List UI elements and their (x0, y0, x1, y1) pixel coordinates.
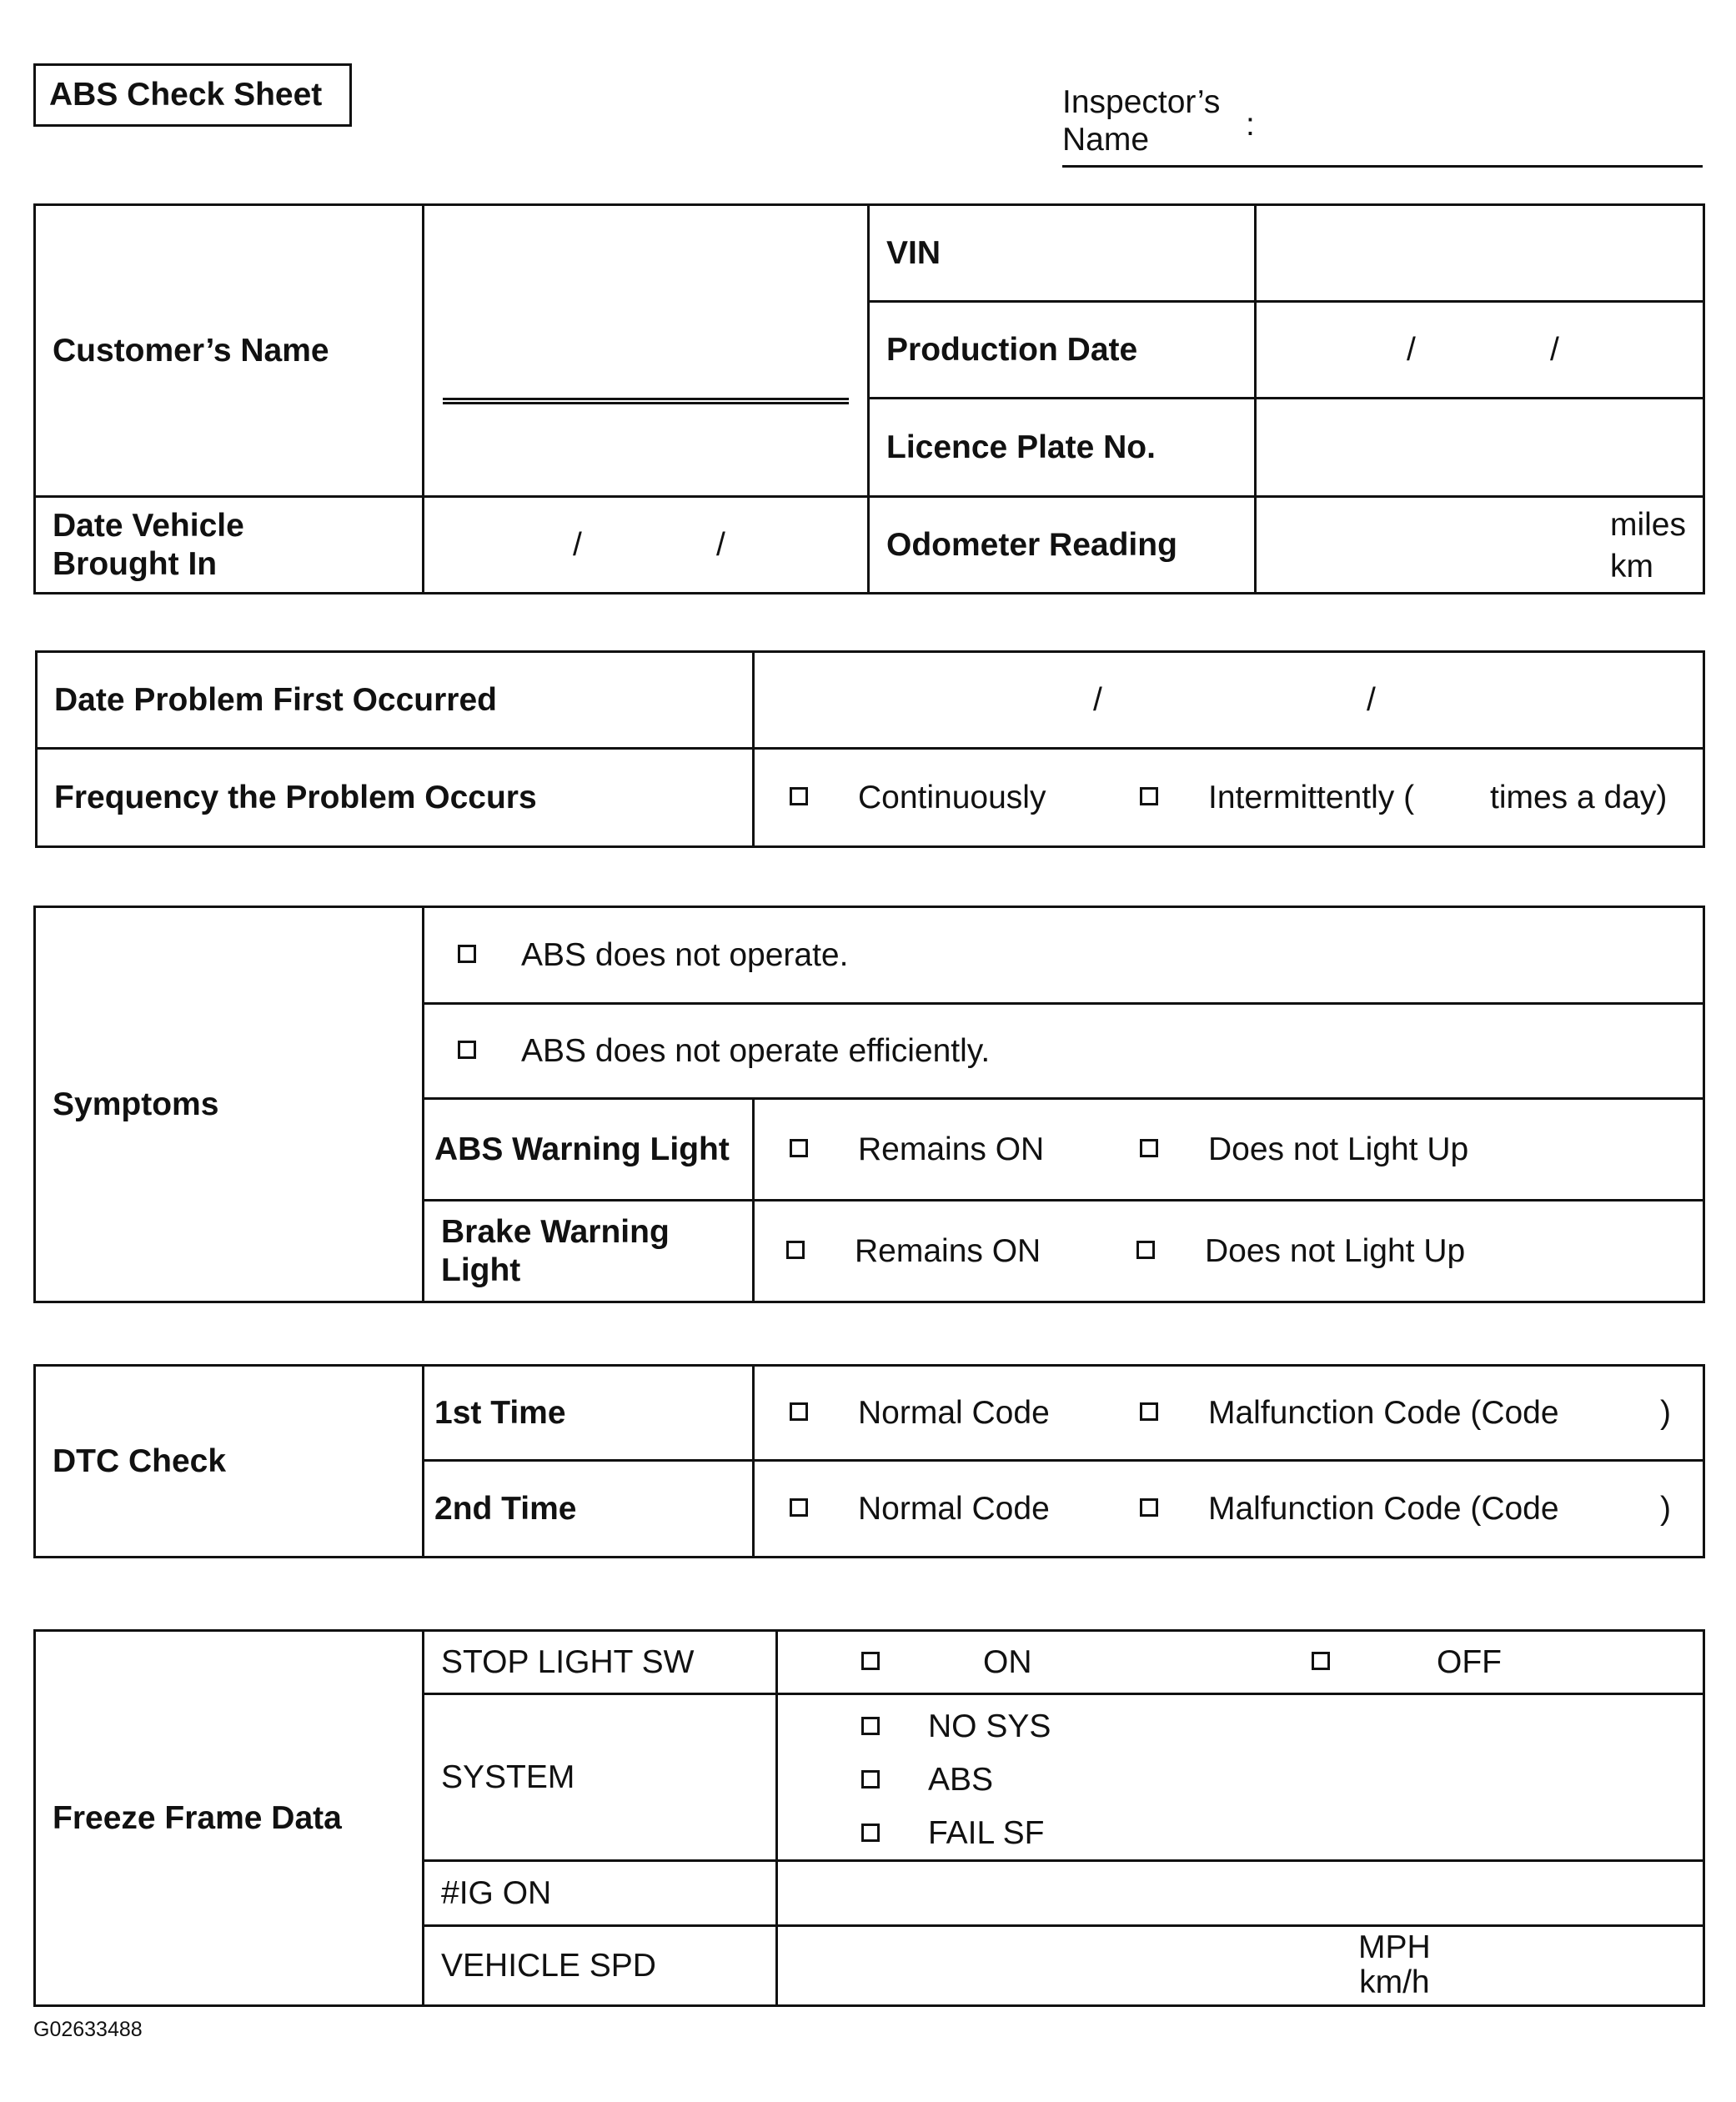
stop-light-sw-label: STOP LIGHT SW (424, 1631, 777, 1694)
intermittently-checkbox[interactable] (1140, 780, 1158, 816)
sheet-title: ABS Check Sheet (33, 63, 352, 127)
ig-on-field[interactable] (777, 1861, 1704, 1926)
second-normal-code-checkbox[interactable] (790, 1491, 808, 1528)
brake-remains-on-label: Remains ON (855, 1232, 1041, 1269)
dtc-check-table (33, 1364, 1705, 1558)
odometer-label: Odometer Reading (869, 497, 1256, 594)
date-slash: / (716, 526, 725, 563)
date-brought-in-field[interactable] (424, 497, 869, 594)
date-slash: / (1367, 681, 1376, 718)
abs-remains-on-label: Remains ON (858, 1131, 1045, 1167)
continuously-checkbox[interactable] (790, 780, 808, 816)
customer-name-field[interactable] (424, 205, 869, 497)
date-first-occurred-label: Date Problem First Occurred (37, 652, 754, 749)
frequency-options (754, 749, 1704, 847)
second-malfunction-checkbox[interactable] (1140, 1491, 1158, 1528)
stop-light-on-label: ON (983, 1643, 1032, 1680)
fail-sf-checkbox[interactable] (861, 1815, 880, 1852)
first-normal-code-label: Normal Code (858, 1394, 1050, 1431)
symptoms-label: Symptoms (35, 907, 424, 1302)
symptom-abs-not-operate (424, 907, 1704, 1004)
brake-remains-on-checkbox[interactable] (786, 1233, 805, 1270)
date-first-occurred-field[interactable] (754, 652, 1704, 749)
second-normal-code-label: Normal Code (858, 1490, 1050, 1527)
abs-not-operate-checkbox[interactable] (458, 937, 476, 974)
symptoms-table (33, 906, 1705, 1303)
system-options (777, 1694, 1704, 1861)
dtc-second-time-label: 2nd Time (424, 1461, 754, 1558)
abs-not-operate-label: ABS does not operate. (521, 936, 849, 973)
date-slash: / (573, 526, 582, 563)
freeze-frame-table (33, 1629, 1705, 2007)
abs-system-checkbox[interactable] (861, 1762, 880, 1798)
date-slash: / (1407, 331, 1416, 368)
first-normal-code-checkbox[interactable] (790, 1395, 808, 1432)
brake-warning-light-options (754, 1201, 1704, 1302)
no-sys-label: NO SYS (928, 1708, 1051, 1744)
freeze-frame-label: Freeze Frame Data (35, 1631, 424, 2006)
abs-not-efficient-label: ABS does not operate efficiently. (521, 1032, 991, 1069)
symptom-abs-not-efficient (424, 1004, 1704, 1099)
odometer-field[interactable] (1256, 497, 1704, 594)
abs-not-light-label: Does not Light Up (1208, 1131, 1469, 1167)
system-label: SYSTEM (424, 1694, 777, 1861)
stop-light-off-checkbox[interactable] (1312, 1644, 1330, 1681)
abs-not-efficient-checkbox[interactable] (458, 1033, 476, 1070)
no-sys-checkbox[interactable] (861, 1708, 880, 1745)
dtc-first-time-label: 1st Time (424, 1366, 754, 1461)
ig-on-label: #IG ON (424, 1861, 777, 1926)
odometer-units: miles km (1609, 507, 1686, 584)
dtc-first-time-options (754, 1366, 1704, 1461)
licence-plate-field[interactable] (1256, 399, 1704, 497)
date-brought-in-label: Date Vehicle Brought In (35, 497, 424, 594)
production-date-label: Production Date (869, 302, 1256, 399)
abs-remains-on-checkbox[interactable] (790, 1131, 808, 1168)
first-malfunction-label: Malfunction Code (Code (1208, 1394, 1559, 1431)
vehicle-spd-units: MPH km/h (1358, 1929, 1431, 2000)
times-a-day-label: times a day) (1490, 779, 1668, 815)
date-slash: / (1093, 681, 1102, 718)
vin-field[interactable] (1256, 205, 1704, 302)
fail-sf-label: FAIL SF (928, 1815, 1045, 1851)
stop-light-off-label: OFF (1437, 1643, 1502, 1680)
figure-code: G02633488 (33, 2018, 143, 2041)
brake-warning-light-label: Brake Warning Light (424, 1201, 754, 1302)
dtc-check-label: DTC Check (35, 1366, 424, 1558)
inspector-colon: : (1246, 107, 1255, 143)
vehicle-info-table (33, 203, 1705, 594)
first-malfunction-close: ) (1660, 1394, 1671, 1431)
stop-light-on-checkbox[interactable] (861, 1644, 880, 1681)
abs-system-label: ABS (928, 1762, 994, 1798)
vehicle-spd-label: VEHICLE SPD (424, 1926, 777, 2006)
production-date-field[interactable] (1256, 302, 1704, 399)
stop-light-sw-options (777, 1631, 1704, 1694)
continuously-label: Continuously (858, 779, 1046, 815)
brake-not-light-checkbox[interactable] (1136, 1233, 1155, 1270)
abs-not-light-checkbox[interactable] (1140, 1131, 1158, 1168)
abs-warning-light-options (754, 1099, 1704, 1201)
frequency-label: Frequency the Problem Occurs (37, 749, 754, 847)
problem-table (35, 650, 1705, 848)
abs-warning-light-label: ABS Warning Light (424, 1099, 754, 1201)
licence-plate-label: Licence Plate No. (869, 399, 1256, 497)
customer-name-underline (443, 398, 849, 404)
inspector-name-field[interactable] (1062, 165, 1703, 168)
inspector-name-label: Inspector’s Name (1062, 84, 1221, 158)
vehicle-spd-field[interactable] (777, 1926, 1704, 2006)
date-slash: / (1550, 331, 1559, 368)
customer-name-label: Customer’s Name (35, 205, 424, 497)
dtc-second-time-options (754, 1461, 1704, 1558)
first-malfunction-checkbox[interactable] (1140, 1395, 1158, 1432)
second-malfunction-close: ) (1660, 1490, 1671, 1527)
vin-label: VIN (869, 205, 1256, 302)
second-malfunction-label: Malfunction Code (Code (1208, 1490, 1559, 1527)
brake-not-light-label: Does not Light Up (1205, 1232, 1466, 1269)
intermittently-label: Intermittently ( (1208, 779, 1415, 815)
